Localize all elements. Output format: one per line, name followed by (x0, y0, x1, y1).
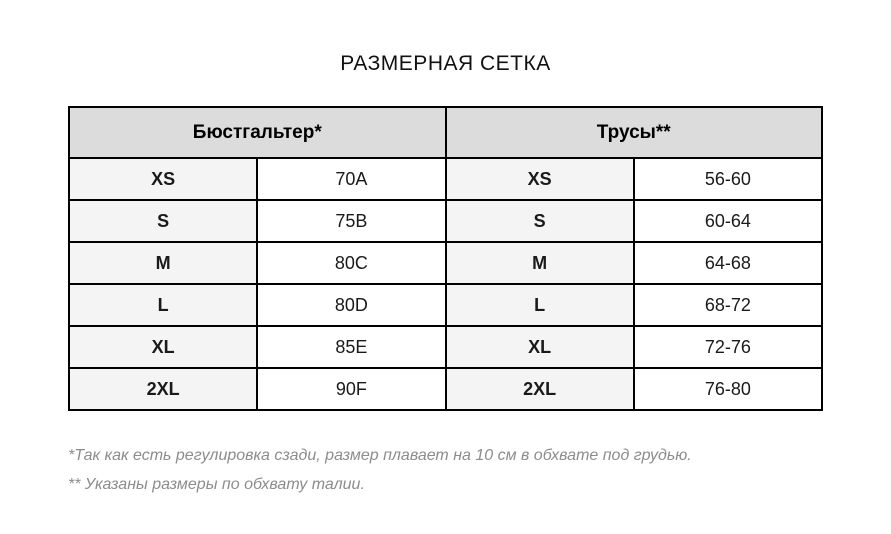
page-title: РАЗМЕРНАЯ СЕТКА (340, 52, 551, 75)
panties-size-value: 76-80 (634, 368, 822, 410)
panties-size-label: M (446, 242, 634, 284)
table-header-row (69, 107, 822, 158)
bra-size-label: 2XL (69, 368, 257, 410)
panties-size-value: 72-76 (634, 326, 822, 368)
table-row (69, 242, 822, 284)
bra-size-label: S (69, 200, 257, 242)
bra-group-header: Бюстгальтер* (69, 107, 446, 158)
bra-size-value: 90F (257, 368, 445, 410)
panties-size-label: XL (446, 326, 634, 368)
size-table-body (69, 158, 822, 410)
bra-size-label: XL (69, 326, 257, 368)
table-row (69, 200, 822, 242)
table-row (69, 368, 822, 410)
panties-size-value: 56-60 (634, 158, 822, 200)
bra-size-value: 80D (257, 284, 445, 326)
size-table (68, 106, 823, 411)
panties-size-value: 68-72 (634, 284, 822, 326)
panties-size-label: 2XL (446, 368, 634, 410)
size-table-head (69, 107, 822, 158)
bra-size-label: XS (69, 158, 257, 200)
table-row (69, 158, 822, 200)
bra-size-label: M (69, 242, 257, 284)
footnote-bra: *Так как есть регулировка сзади, размер плавает на 10 см в обхвате под грудью. (68, 447, 692, 464)
bra-size-value: 80C (257, 242, 445, 284)
panties-size-label: S (446, 200, 634, 242)
bra-size-label: L (69, 284, 257, 326)
bra-size-value: 75B (257, 200, 445, 242)
panties-size-value: 60-64 (634, 200, 822, 242)
panties-group-header: Трусы** (446, 107, 823, 158)
panties-size-label: XS (446, 158, 634, 200)
table-row (69, 284, 822, 326)
footnote-panties: ** Указаны размеры по обхвату талии. (68, 476, 365, 493)
footnotes (68, 441, 831, 499)
bra-size-value: 70A (257, 158, 445, 200)
panties-size-label: L (446, 284, 634, 326)
bra-size-value: 85E (257, 326, 445, 368)
table-row (69, 326, 822, 368)
panties-size-value: 64-68 (634, 242, 822, 284)
